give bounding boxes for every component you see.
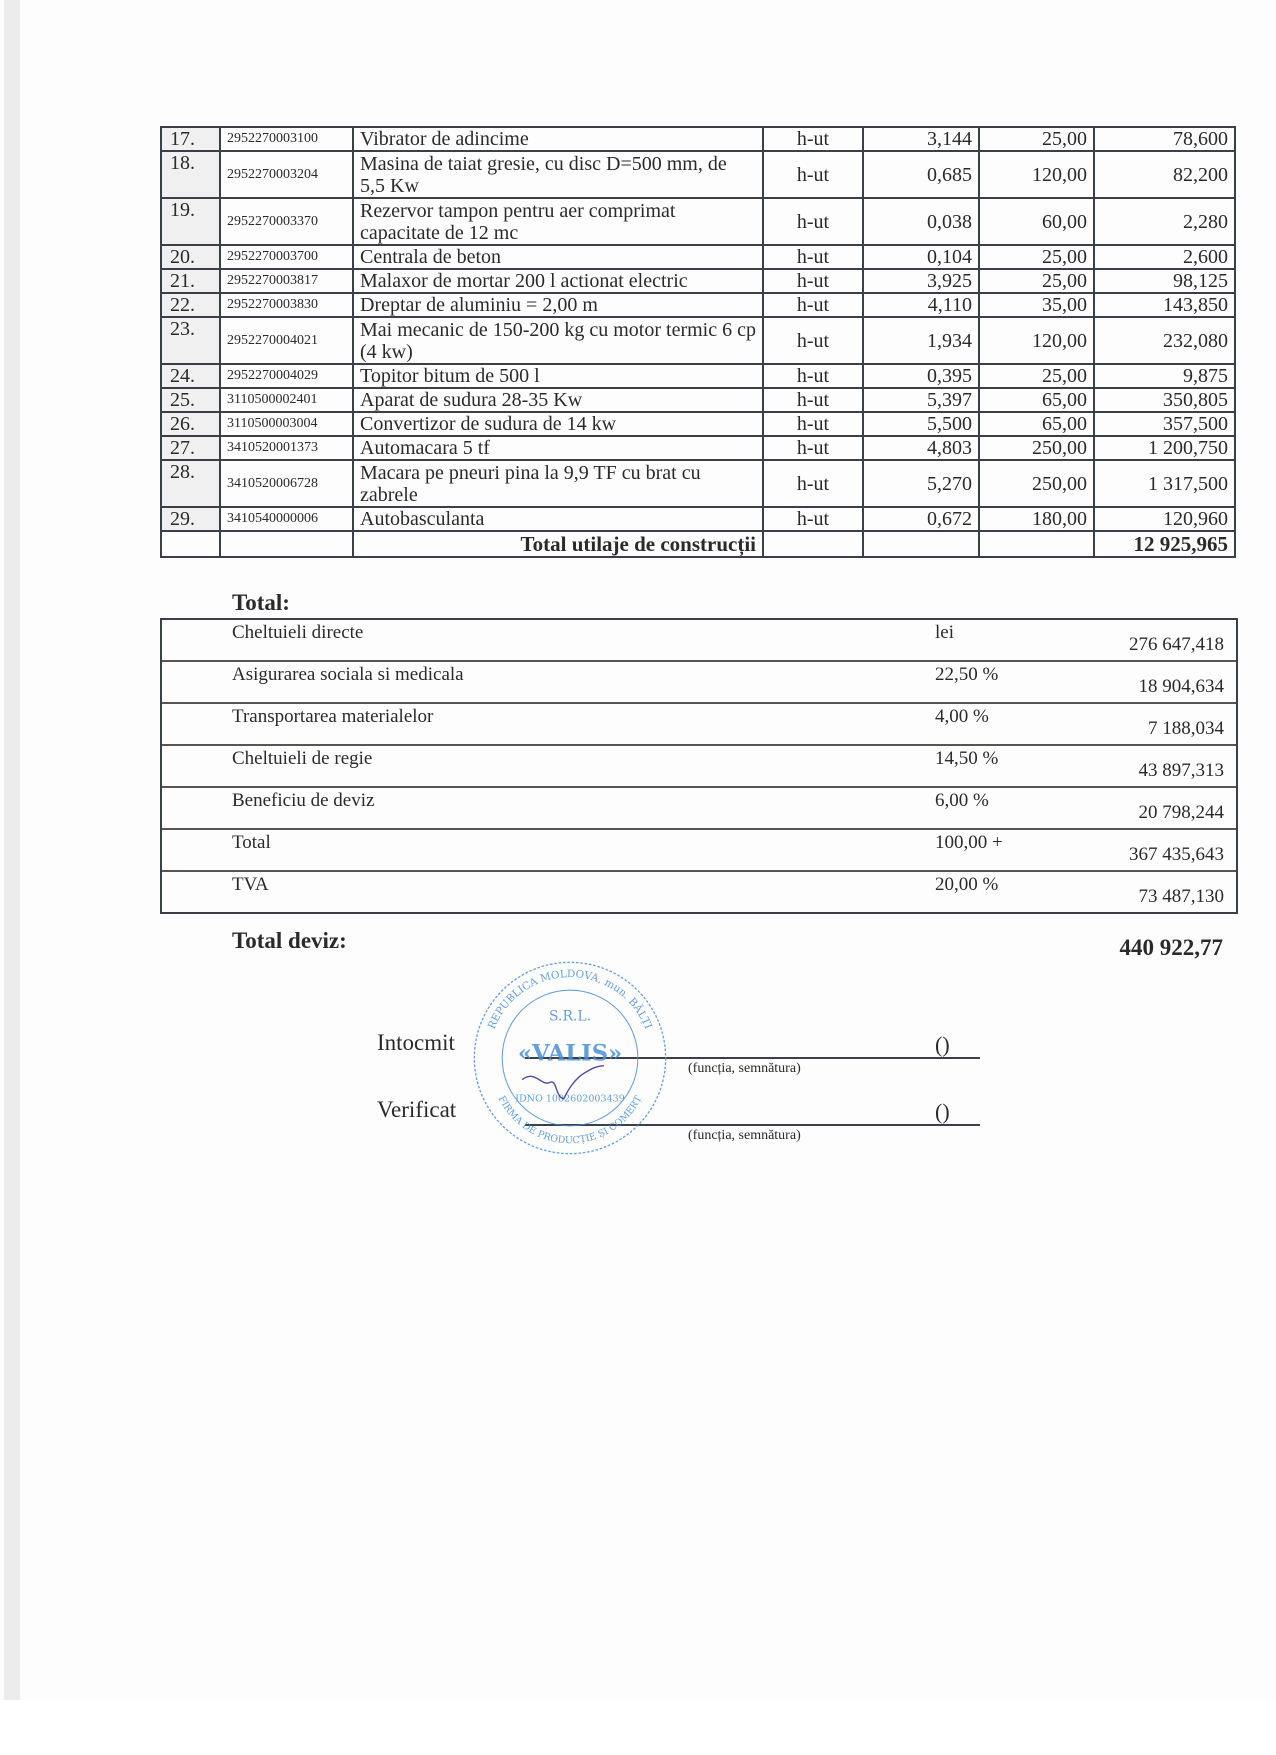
totals-row-rate: 22,50 % (935, 664, 999, 685)
empty-cell (979, 531, 1094, 557)
totals-row (162, 744, 1236, 786)
row-number: 22. (161, 293, 220, 317)
unit: h-ut (763, 317, 863, 364)
totals-row-value: 7 188,034 (1148, 718, 1224, 739)
totals-row-value: 43 897,313 (1138, 760, 1224, 781)
unit-price: 120,00 (979, 151, 1094, 198)
table-row (161, 269, 1235, 293)
stamp-srl-text: S.R.L. (549, 1008, 591, 1025)
items-total-value: 12 925,965 (1094, 531, 1235, 557)
resource-code: 2952270004029 (220, 364, 353, 388)
table-row (161, 412, 1235, 436)
line-sum: 2,280 (1094, 198, 1235, 245)
line-sum: 82,200 (1094, 151, 1235, 198)
row-number: 29. (161, 507, 220, 531)
resource-code: 3410520006728 (220, 460, 353, 507)
stamp-name-text: «VALIS» (517, 1040, 623, 1067)
scan-bottom-margin (0, 1700, 1276, 1755)
line-sum: 120,960 (1094, 507, 1235, 531)
machinery-table (160, 126, 1236, 558)
table-row (161, 364, 1235, 388)
quantity: 3,925 (863, 269, 979, 293)
unit: h-ut (763, 364, 863, 388)
stamp-idno-text: IDNO 1002602003439 (515, 1093, 625, 1105)
resource-name: Automacara 5 tf (353, 436, 763, 460)
row-number: 27. (161, 436, 220, 460)
table-row (161, 151, 1235, 198)
line-sum: 9,875 (1094, 364, 1235, 388)
quantity: 4,110 (863, 293, 979, 317)
row-number: 20. (161, 245, 220, 269)
line-sum: 98,125 (1094, 269, 1235, 293)
quantity: 0,395 (863, 364, 979, 388)
unit-price: 25,00 (979, 245, 1094, 269)
table-row (161, 317, 1235, 364)
row-number: 26. (161, 412, 220, 436)
unit: h-ut (763, 388, 863, 412)
resource-name: Vibrator de adincime (353, 127, 763, 151)
totals-row-value: 20 798,244 (1138, 802, 1224, 823)
unit: h-ut (763, 151, 863, 198)
totals-row-rate: 4,00 % (935, 706, 989, 727)
table-row (161, 245, 1235, 269)
unit: h-ut (763, 412, 863, 436)
items-total-row (161, 531, 1235, 557)
line-sum: 1 317,500 (1094, 460, 1235, 507)
resource-code: 3110500003004 (220, 412, 353, 436)
quantity: 5,500 (863, 412, 979, 436)
quantity: 1,934 (863, 317, 979, 364)
stamp-bottom-text: FIRMA DE PRODUCȚIE ȘI COMERȚ (495, 1094, 645, 1147)
unit: h-ut (763, 127, 863, 151)
line-sum: 350,805 (1094, 388, 1235, 412)
totals-row-name: TVA (232, 874, 269, 895)
row-number: 19. (161, 198, 220, 245)
resource-code: 2952270003370 (220, 198, 353, 245)
row-number: 17. (161, 127, 220, 151)
table-row (161, 293, 1235, 317)
totals-row-value: 276 647,418 (1129, 634, 1224, 655)
empty-cell (763, 531, 863, 557)
resource-code: 3110500002401 (220, 388, 353, 412)
quantity: 5,270 (863, 460, 979, 507)
resource-name: Convertizor de sudura de 14 kw (353, 412, 763, 436)
unit-price: 35,00 (979, 293, 1094, 317)
totals-row-value: 73 487,130 (1138, 886, 1224, 907)
scan-edge-strip (4, 0, 20, 1700)
unit-price: 65,00 (979, 388, 1094, 412)
resource-name: Autobasculanta (353, 507, 763, 531)
totals-row (162, 870, 1236, 912)
resource-name: Dreptar de aluminiu = 2,00 m (353, 293, 763, 317)
empty-cell (863, 531, 979, 557)
totals-row-rate: 14,50 % (935, 748, 999, 769)
row-number: 21. (161, 269, 220, 293)
totals-row (162, 702, 1236, 744)
empty-cell (220, 531, 353, 557)
resource-code: 2952270003204 (220, 151, 353, 198)
resource-code: 2952270003100 (220, 127, 353, 151)
totals-row-rate: lei (935, 622, 954, 643)
resource-code: 2952270004021 (220, 317, 353, 364)
unit-price: 25,00 (979, 364, 1094, 388)
table-row (161, 127, 1235, 151)
resource-name: Topitor bitum de 500 l (353, 364, 763, 388)
unit-price: 25,00 (979, 269, 1094, 293)
unit: h-ut (763, 269, 863, 293)
resource-name: Malaxor de mortar 200 l actionat electric (353, 269, 763, 293)
resource-name: Aparat de sudura 28-35 Kw (353, 388, 763, 412)
totals-table (160, 618, 1238, 914)
table-row (161, 388, 1235, 412)
totals-heading: Total: (232, 590, 290, 615)
resource-name: Centrala de beton (353, 245, 763, 269)
resource-name: Macara pe pneuri pina la 9,9 TF cu brat cu zabrele (353, 460, 763, 507)
table-row (161, 198, 1235, 245)
unit-price: 60,00 (979, 198, 1094, 245)
totals-row (162, 786, 1236, 828)
quantity: 5,397 (863, 388, 979, 412)
line-sum: 143,850 (1094, 293, 1235, 317)
unit: h-ut (763, 293, 863, 317)
row-number: 28. (161, 460, 220, 507)
row-number: 23. (161, 317, 220, 364)
totals-row-name: Total (232, 832, 271, 853)
unit: h-ut (763, 460, 863, 507)
table-row (161, 436, 1235, 460)
resource-code: 3410520001373 (220, 436, 353, 460)
resource-name: Mai mecanic de 150-200 kg cu motor termic 6 cp (4 kw) (353, 317, 763, 364)
totals-row-value: 367 435,643 (1129, 844, 1224, 865)
totals-row-name: Beneficiu de deviz (232, 790, 375, 811)
line-sum: 357,500 (1094, 412, 1235, 436)
totals-row-name: Transportarea materialelor (232, 706, 434, 727)
line-sum: 1 200,750 (1094, 436, 1235, 460)
quantity: 0,104 (863, 245, 979, 269)
resource-code: 2952270003830 (220, 293, 353, 317)
totals-row (162, 660, 1236, 702)
totals-row-rate: 6,00 % (935, 790, 989, 811)
unit-price: 65,00 (979, 412, 1094, 436)
verified-by-paren: () (935, 1099, 950, 1124)
resource-code: 2952270003817 (220, 269, 353, 293)
quantity: 0,672 (863, 507, 979, 531)
quantity: 0,685 (863, 151, 979, 198)
totals-row (162, 620, 1236, 660)
unit: h-ut (763, 198, 863, 245)
prepared-by-paren: () (935, 1032, 950, 1057)
row-number: 24. (161, 364, 220, 388)
line-sum: 78,600 (1094, 127, 1235, 151)
totals-row-name: Cheltuieli directe (232, 622, 364, 643)
line-sum: 2,600 (1094, 245, 1235, 269)
verified-by-hint: (funcția, semnătura) (688, 1128, 801, 1143)
unit: h-ut (763, 507, 863, 531)
totals-row-rate: 100,00 + (935, 832, 1003, 853)
company-stamp-icon (470, 958, 670, 1158)
unit-price: 250,00 (979, 460, 1094, 507)
row-number: 18. (161, 151, 220, 198)
empty-cell (161, 531, 220, 557)
totals-row (162, 828, 1236, 870)
quantity: 0,038 (863, 198, 979, 245)
unit-price: 250,00 (979, 436, 1094, 460)
row-number: 25. (161, 388, 220, 412)
resource-code: 3410540000006 (220, 507, 353, 531)
line-sum: 232,080 (1094, 317, 1235, 364)
table-row (161, 460, 1235, 507)
resource-name: Masina de taiat gresie, cu disc D=500 mm, de 5,5 Kw (353, 151, 763, 198)
totals-row-name: Cheltuieli de regie (232, 748, 373, 769)
quantity: 3,144 (863, 127, 979, 151)
table-row (161, 507, 1235, 531)
unit-price: 120,00 (979, 317, 1094, 364)
total-deviz-value: 440 922,77 (1119, 935, 1223, 960)
prepared-by-label: Intocmit (377, 1030, 455, 1055)
resource-name: Rezervor tampon pentru aer comprimat capacitate de 12 mc (353, 198, 763, 245)
verified-by-label: Verificat (377, 1097, 457, 1122)
unit: h-ut (763, 436, 863, 460)
resource-code: 2952270003700 (220, 245, 353, 269)
totals-row-value: 18 904,634 (1138, 676, 1224, 697)
stamp-outer-text: REPUBLICA MOLDOVA, mun. BĂLȚI (485, 968, 655, 1031)
prepared-by-hint: (funcția, semnătura) (688, 1061, 801, 1076)
totals-row-rate: 20,00 % (935, 874, 999, 895)
unit-price: 25,00 (979, 127, 1094, 151)
quantity: 4,803 (863, 436, 979, 460)
unit-price: 180,00 (979, 507, 1094, 531)
totals-row-name: Asigurarea sociala si medicala (232, 664, 464, 685)
total-deviz-label: Total deviz: (232, 928, 347, 953)
items-total-label: Total utilaje de construcții (353, 531, 763, 557)
unit: h-ut (763, 245, 863, 269)
